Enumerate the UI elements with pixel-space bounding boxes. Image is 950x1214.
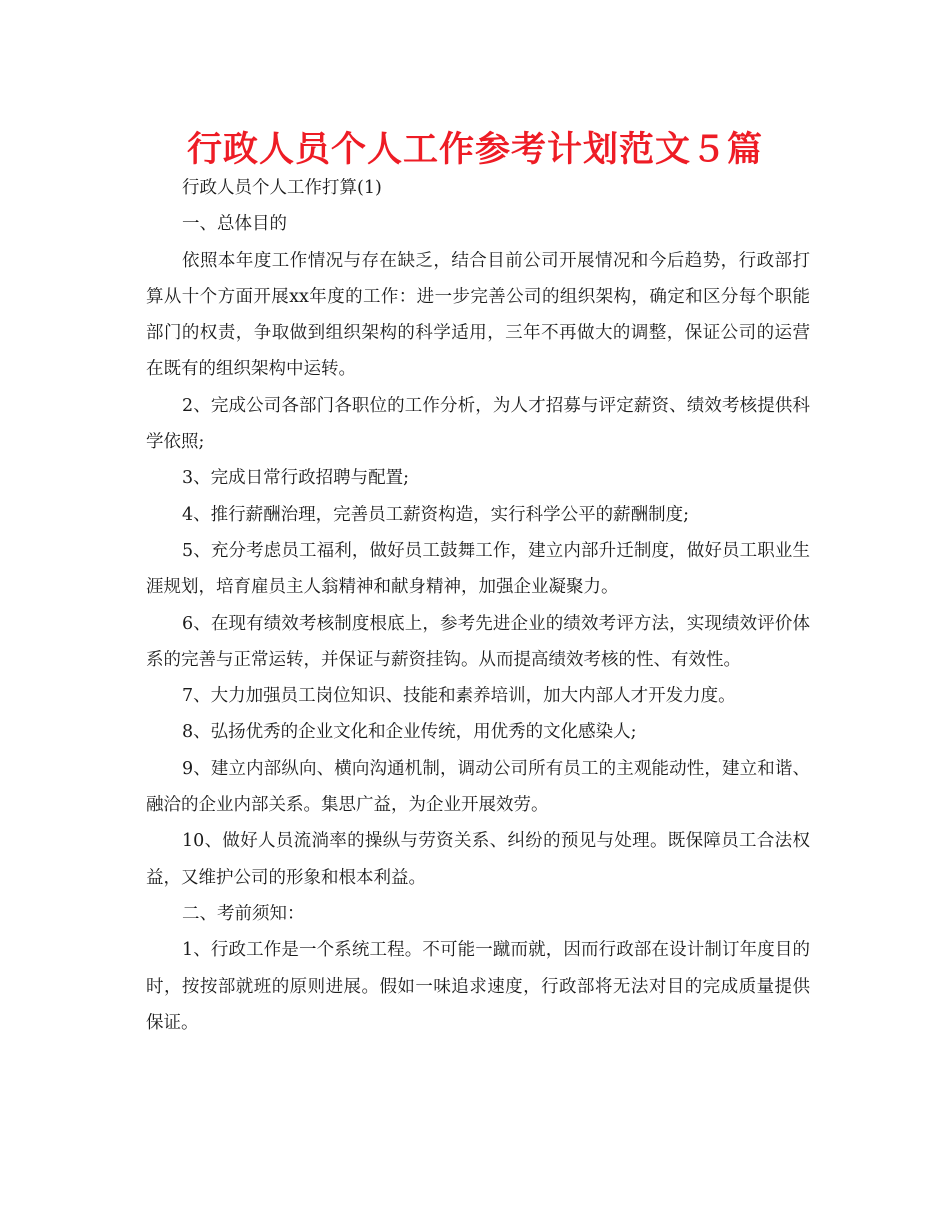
section-heading: 二、考前须知： (182, 903, 305, 924)
document-body (146, 170, 810, 1041)
section-heading: 一、总体目的 (182, 214, 287, 235)
paragraph: 1、行政工作是一个系统工程。不可能一蹴而就，因而行政部在设计制订年度目的时，按按部就班的原则进展。假如一味追求速度，行政部将无法对目的完成质量提供保证。 (146, 940, 810, 1033)
paragraph: 依照本年度工作情况与存在缺乏，结合目前公司开展情况和今后趋势，行政部打算从十个方面开展xx年度的工作：进一步完善公司的组织架构，确定和区分每个职能部门的权责，争取做到组织架构的科学适用，三年不再做大的调整，保证公司的运营在既有的组织架构中运转。 (146, 250, 810, 380)
paragraph: 8、弘扬优秀的企业文化和企业传统，用优秀的文化感染人; (182, 722, 637, 743)
paragraph: 7、大力加强员工岗位知识、技能和素养培训，加大内部人才开发力度。 (182, 686, 736, 707)
paragraph: 2、完成公司各部门各职位的工作分析，为人才招募与评定薪资、绩效考核提供科学依照; (146, 395, 810, 453)
paragraph: 10、做好人员流淌率的操纵与劳资关系、纠纷的预见与处理。既保障员工合法权益，又维护公司的形象和根本利益。 (146, 831, 810, 888)
paragraph: 3、完成日常行政招聘与配置; (182, 468, 410, 489)
paragraph: 5、充分考虑员工福利，做好员工鼓舞工作，建立内部升迁制度，做好员工职业生涯规划，培育雇员主人翁精神和献身精神，加强企业凝聚力。 (146, 540, 810, 598)
paragraph: 6、在现有绩效考核制度根底上，参考先进企业的绩效考评方法，实现绩效评价体系的完善与正常运转，并保证与薪资挂钩。从而提高绩效考核的性、有效性。 (146, 613, 810, 670)
document-title: 行政人员个人工作参考计划范文５篇 (186, 130, 763, 170)
section-heading: 行政人员个人工作打算(1) (182, 178, 382, 198)
paragraph: 4、推行薪酬治理，完善员工薪资构造，实行科学公平的薪酬制度; (182, 504, 690, 525)
paragraph: 9、建立内部纵向、横向沟通机制，调动公司所有员工的主观能动性，建立和谐、融洽的企业内部关系。集思广益，为企业开展效劳。 (146, 758, 810, 816)
